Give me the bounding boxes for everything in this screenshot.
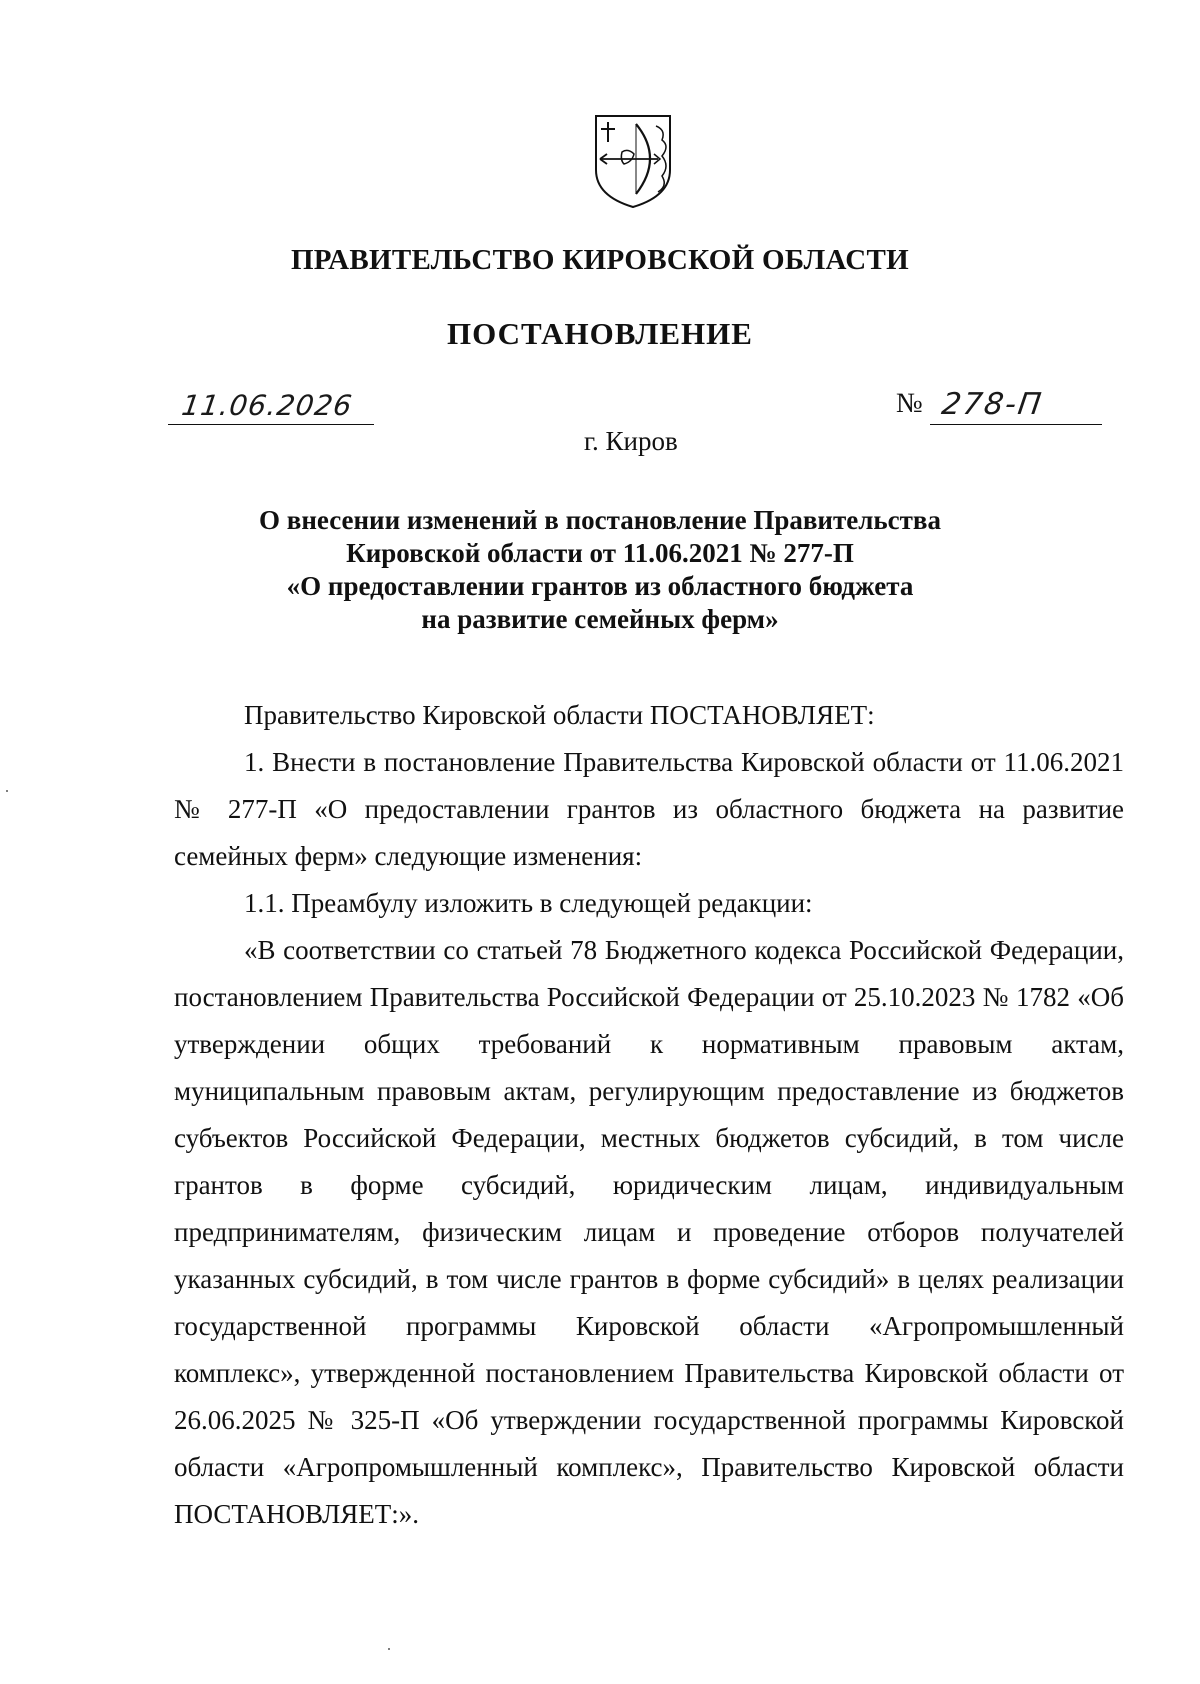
number-field: [930, 384, 1102, 425]
title-line: О внесении изменений в постановление Правительства: [259, 505, 941, 535]
body-paragraph: «В соответствии со статьей 78 Бюджетного кодекса Российской Федерации, постановлением Правительства Российской Федерации от 25.10.2023 № 1782 «Об утверждении общих требований к нормативным правовым актам, муниципальным правовым актам, регулирующим предоставление из бюджетов субъектов Российской Федерации, местных бюджетов субсидий, в том числе грантов в форме субсидий, юридическим лицам, индивидуальным предпринимателям, физическим лицам и проведение отборов получателей указанных субсидий, в том числе грантов в форме субсидий» в целях реализации государственной программы Кировской области «Агропромышленный комплекс», утвержденной постановлением Правительства Кировской области от 26.06.2025 № 325-П «Об утверждении государственной программы Кировской области «Агропромышленный комплекс», Правительство Кировской области ПОСТАНОВЛЯЕТ:».: [174, 935, 1124, 1529]
document-body: [174, 692, 1124, 1538]
city: г. Киров: [584, 426, 678, 456]
number-label: №: [896, 388, 923, 419]
body-paragraph: Правительство Кировской области ПОСТАНОВЛЯЕТ:: [244, 700, 875, 730]
date-field: [168, 384, 374, 425]
kirov-coat-of-arms-icon: [592, 112, 674, 210]
title-line: на развитие семейных ферм»: [421, 604, 779, 634]
government-name: ПРАВИТЕЛЬСТВО КИРОВСКОЙ ОБЛАСТИ: [290, 244, 910, 276]
title-line: «О предоставлении грантов из областного бюджета: [286, 571, 914, 601]
title-line: Кировской области от 11.06.2021 № 277-П: [346, 538, 854, 568]
date-handwritten: 11.06.2026: [179, 389, 355, 422]
scan-speck: [388, 1648, 390, 1650]
body-paragraph: 1. Внести в постановление Правительства Кировской области от 11.06.2021 № 277-П «О предоставлении грантов из областного бюджета на развитие семейных ферм» следующие изменения:: [174, 747, 1124, 871]
document-title: [0, 504, 1200, 636]
body-paragraph: 1.1. Преамбулу изложить в следующей редакции:: [244, 888, 813, 918]
document-type: ПОСТАНОВЛЕНИЕ: [447, 316, 753, 351]
scan-speck: [6, 790, 8, 792]
number-handwritten: 278-П: [939, 387, 1046, 422]
